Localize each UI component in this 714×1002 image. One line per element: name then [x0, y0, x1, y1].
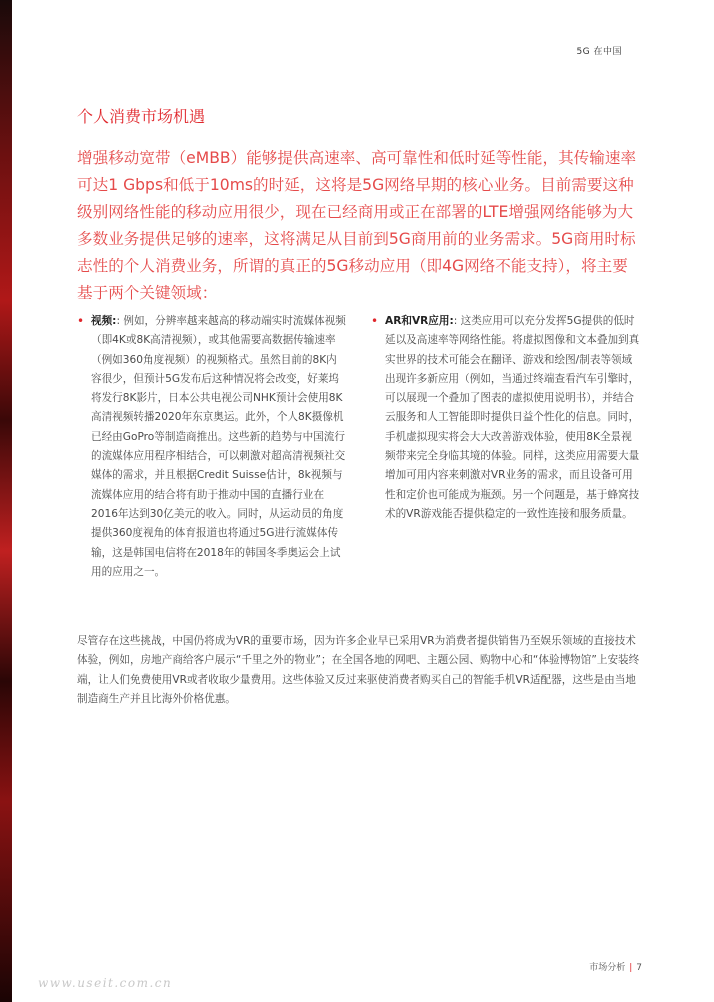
footer-section-label: 市场分析 [589, 963, 626, 973]
side-photo-strip [0, 0, 12, 1002]
bullet-dot: • [371, 314, 379, 328]
lead-paragraph: 增强移动宽带（eMBB）能够提供高速率、高可靠性和低时延等性能，其传输速率可达1 Gbps和低于10ms的时延，这将是5G网络早期的核心业务。目前需要这种级别网络性能的移动应用很少，现在已经商用或正在部署的LTE增强网络能够为大多数业务提供足够的速率，这将满足从目前到5G商用前的业务需求。5G商用时标志性的个人消费业务，所谓的真正的5G移动应用（即4G网络不能支持），将主要基于两个关键领域： [77, 149, 637, 302]
bullet-text: : 例如，分辨率越来越高的移动端实时流媒体视频（即4K或8K高清视频），或其他需要高数据传输速率（例如360角度视频）的视频格式。虽然目前的8K内容很少，但预计5G发布后这种情况将会改变，好莱坞将发行8K影片，日本公共电视公司NHK预计会使用8K高清视频转播2020年东京奥运。此外，个人8K摄像机已经由GoPro等制造商推出。这些新的趋势与中国流行的流媒体应用程序相结合，可以刺激对超高清视频社交媒体的需求，并且根据Credit Suisse估计，8k视频与流媒体应用的结合将有助于推动中国的直播行业在2016年达到30亿美元的收入。同时，从运动员的角度提供360度视角的体育报道也将通过5G进行流媒体传输，这是韩国电信将在2018年的韩国冬季奥运会上试用的应用之一。 [91, 315, 346, 578]
bullet-ar-vr [371, 312, 641, 582]
page-footer [589, 960, 642, 973]
watermark: www.useit.com.cn [38, 976, 173, 990]
closing-paragraph: 尽管存在这些挑战，中国仍将成为VR的重要市场，因为许多企业早已采用VR为消费者提供销售乃至娱乐领域的直接技术体验，例如，房地产商给客户展示“千里之外的物业”；在全国各地的网吧、主题公园、购物中心和“体验博物馆”上安装终端，让人们免费使用VR或者收取少量费用。这些体验又反过来驱使消费者购买自己的智能手机VR适配器，这些是由当地制造商生产并且比海外价格优惠。 [77, 635, 640, 705]
bullet-text: : 这类应用可以充分发挥5G提供的低时延以及高速率等网络性能。将虚拟图像和文本叠加到真实世界的技术可能会在翻译、游戏和绘图/制表等领域出现许多新应用（例如，当通过终端查看汽车引擎时，可以展现一个叠加了图表的虚拟使用说明书），并结合云服务和人工智能即时提供日益个性化的信息。同时，手机虚拟现实将会大大改善游戏体验，使用8K全景视频带来完全身临其境的体验。同样，这类应用需要大量增加可用内容来刺激对VR业务的需求，而且设备可用性和定价也可能成为瓶颈。另一个问题是，基于蜂窝技术的VR游戏能否提供稳定的一致性连接和服务质量。 [385, 315, 640, 520]
bullet-dot: • [77, 314, 85, 328]
running-header: 5G 在中国 [576, 47, 622, 57]
page-number: 7 [636, 963, 642, 973]
bullet-video [77, 312, 347, 582]
bullet-columns [77, 312, 641, 582]
bullet-term: 视频: [91, 315, 117, 327]
bullet-term: AR和VR应用: [385, 315, 454, 327]
footer-separator: | [629, 963, 633, 973]
section-title: 个人消费市场机遇 [77, 107, 206, 126]
